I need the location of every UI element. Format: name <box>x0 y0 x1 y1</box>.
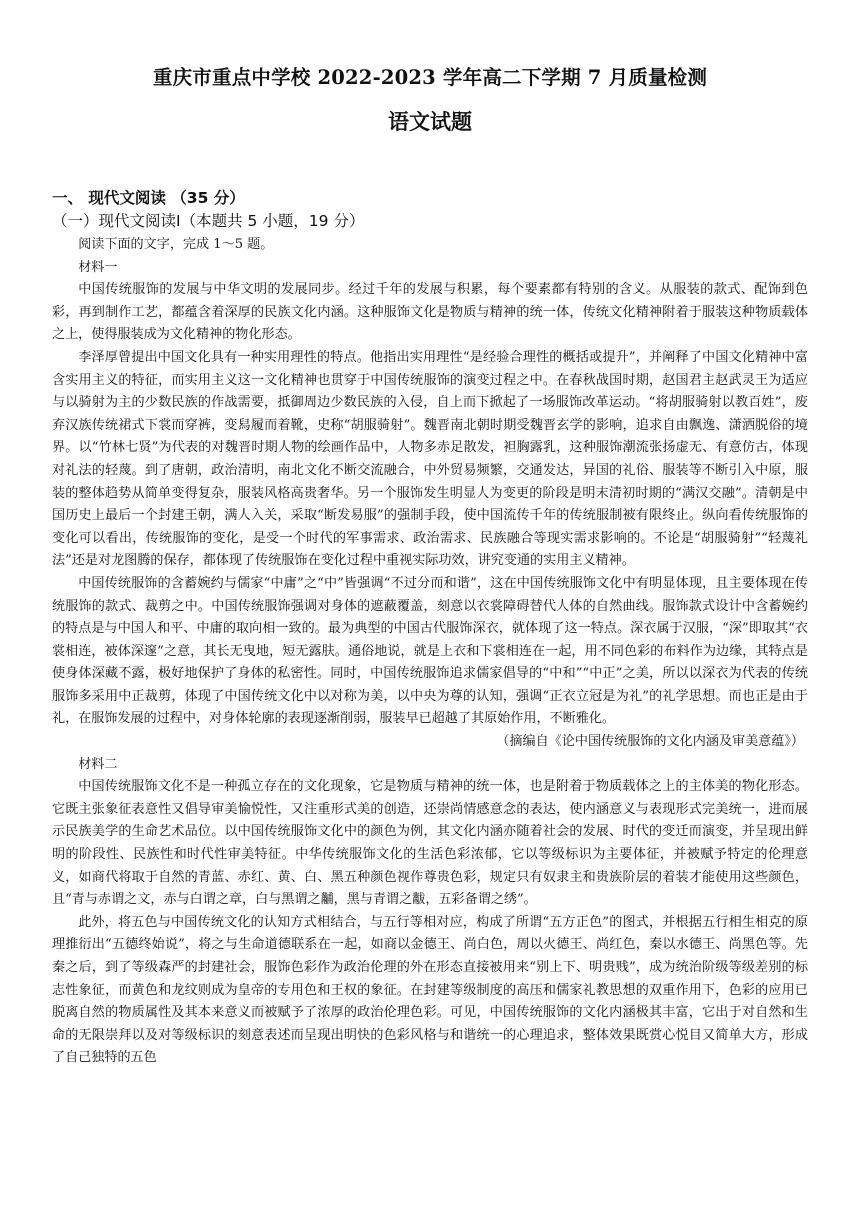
paragraph: 李泽厚曾提出中国文化具有一种实用理性的特点。他指出实用理性“是经验合理性的概括或提升”，并阐释了中国文化精神中富含实用主义的特征，而实用主义这一文化精神也贯穿于中国传统服饰的演变过程之中。在春秋战国时期，赵国君主赵武灵王为适应与以骑射为主的少数民族的作战需要，抵御周边少数民族的入侵，自上而下掀起了一场服饰改革运动。“将胡服骑射以教百姓”，废弃汉族传统裙式下裳而穿裤，变舄履而着靴，史称“胡服骑射”。魏晋南北朝时期受魏晋玄学的影响，追求自由飘逸、潇洒脱俗的境界。以“竹林七贤”为代表的对魏晋时期人物的绘画作品中，人物多赤足散发，袒胸露乳，这种服饰潮流张扬虚无、有意仿古，体现对礼法的轻蔑。到了唐朝，政治清明，南北文化不断交流融合，中外贸易频繁，交通发达，异国的礼俗、服装等不断引入中原，服装的整体趋势从简单变得复杂，服装风格高贵奢华。另一个服饰发生明显人为变更的阶段是明末清初时期的“满汉交融”。清朝是中国历史上最后一个封建王朝，满人入关，采取“断发易服”的强制手段，使中国流传千年的传统服制被有限终止。纵向看传统服饰的变化可以看出，传统服饰的变化，是受一个时代的军事需求、政治需求、民族融合等现实需求影响的。不论是“胡服骑射”“轻蔑礼法”还是对龙图腾的保存，都体现了传统服饰在变化过程中重视实际功效，讲究变通的实用主义精神。 <box>52 349 808 569</box>
material-label: 材料一 <box>78 259 118 275</box>
paragraph: 此外，将五色与中国传统文化的认知方式相结合，与五行等相对应，构成了所谓“五方正色”的图式，并根据五行相生相克的原理推衍出“五德终始说”，将之与生命道德联系在一起，如商以金德王、尚白色，周以火德王、尚红色，秦以水德王、尚黑色等。先秦之后，到了等级森严的封建社会，服饰色彩作为政治伦理的外在形态直接被用来“别上下、明贵贱”，成为统治阶级等级差别的标志性象征，而黄色和龙纹则成为皇帝的专用色和王权的象征。在封建等级制度的高压和儒家礼教思想的双重作用下，色彩的应用已脱离自然的物质属性及其本来意义而被赋予了浓厚的政治伦理色彩。可见，中国传统服饰的文化内涵极其丰富，它出于对自然和生命的无限崇拜以及对等级标识的刻意表述而呈现出明快的色彩风格与和谐统一的心理追求，整体效果既赏心悦目又简单大方，形成了自己独特的五色 <box>52 914 808 1066</box>
section-subheading: （一）现代文阅读Ⅰ（本题共 5 小题，19 分） <box>52 212 365 230</box>
exam-title: 重庆市重点中学校 2022-2023 学年高二下学期 7 月质量检测 <box>152 66 708 89</box>
reading-passage <box>52 234 808 1070</box>
section-heading: 一、 现代文阅读 （35 分） <box>52 189 245 207</box>
material-label: 材料二 <box>78 756 118 772</box>
source-citation: （摘编自《论中国传统服饰的文化内涵及审美意蕴》） <box>496 734 804 750</box>
paragraph: 中国传统服饰的发展与中华文明的发展同步。经过千年的发展与积累，每个要素都有特别的含义。从服装的款式、配饰到色彩，再到制作工艺，都蕴含着深厚的民族文化内涵。这种服饰文化是物质与精神的统一体，传统文化精神附着于服装这种物质载体之上，使得服装成为文化精神的物化形态。 <box>52 282 808 343</box>
paragraph: 中国传统服饰的含蓄婉约与儒家“中庸”之“中”皆强调“不过分而和谐”，这在中国传统服饰文化中有明显体现，且主要体现在传统服饰的款式、裁剪之中。中国传统服饰强调对身体的遮蔽覆盖，刻意以衣裳障碍替代人体的自然曲线。服饰款式设计中含蓄婉约的特点是与中国人和平、中庸的取向相一致的。最为典型的中国古代服饰深衣，就体现了这一特点。深衣属于汉服，“深”即取其“衣裳相连，被体深邃”之意，其长无曳地，短无露肤。通俗地说，就是上衣和下裳相连在一起，用不同色彩的布料作为边缘，其特点是使身体深藏不露，极好地保护了身体的私密性。同时，中国传统服饰追求儒家倡导的“中和”“中正”之美，所以以深衣为代表的传统服饰多采用中正裁剪，体现了中国传统文化中以对称为美，以中央为尊的认知，强调“正衣立冠是为礼”的礼学思想。而也正是由于礼，在服饰发展的过程中，对身体轮廓的表现逐渐削弱，服装早已超越了其原始作用，不断雅化。 <box>52 575 808 727</box>
instruction: 阅读下面的文字，完成 1～5 题。 <box>78 237 274 252</box>
exam-subtitle: 语文试题 <box>388 109 472 134</box>
paragraph: 中国传统服饰文化不是一种孤立存在的文化现象，它是物质与精神的统一体，也是附着于物质载体之上的主体美的物化形态。它既主张象征表意性又倡导审美愉悦性，又注重形式美的创造，还崇尚情感意念的表达，使内涵意义与表现形式完美统一，进而展示民族美学的生命艺术品位。以中国传统服饰文化中的颜色为例，其文化内涵亦随着社会的发展、时代的变迁而演变，并呈现出鲜明的阶段性、民族性和时代性审美特征。中华传统服饰文化的生活色彩浓郁，它以等级标识为主要体征，并被赋予特定的伦理意义，如商代将取于自然的青蓝、赤红、黄、白、黑五种颜色视作尊贵色彩，规定只有奴隶主和贵族阶层的着装才能使用这些颜色，且“青与赤谓之文，赤与白谓之章，白与黑谓之黼，黑与青谓之黻，五彩备谓之绣”。 <box>52 779 808 908</box>
